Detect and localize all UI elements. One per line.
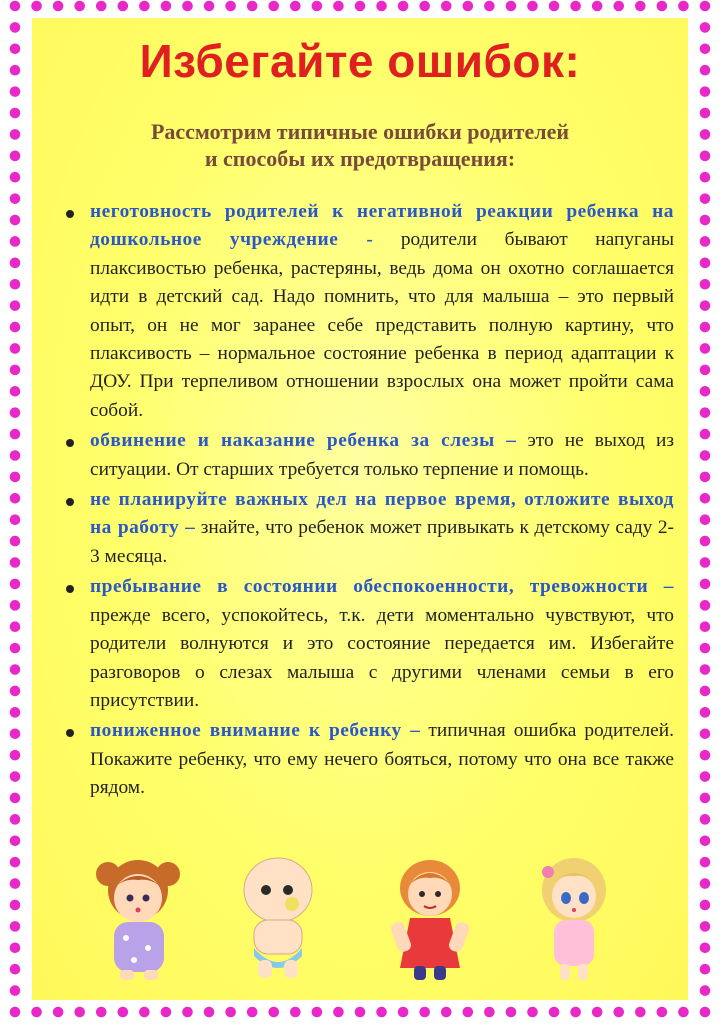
border-dot [678,1,689,12]
item-text: типичная ошибка родителей. Покажите ребенку, что ему нечего бояться, потому что она все также рядом. [90,720,674,799]
border-dot [10,686,21,697]
border-dot [10,215,21,226]
border-dot [592,1,603,12]
border-dot [161,1007,172,1018]
mistakes-list [66,198,674,805]
border-dot [10,793,21,804]
border-dot [10,193,21,204]
border-dot [700,557,711,568]
border-dot [312,1,323,12]
border-dot [700,857,711,868]
list-item [66,717,674,802]
border-dot [463,1,474,12]
border-dot [31,1,42,12]
border-dot [700,514,711,525]
border-dot [376,1,387,12]
border-dot [225,1,236,12]
border-dot [700,600,711,611]
border-dot [570,1007,581,1018]
border-dot [312,1007,323,1018]
border-dot [700,707,711,718]
border-dot [290,1007,301,1018]
border-dot [441,1,452,12]
border-dot [657,1007,668,1018]
border-dot [10,365,21,376]
border-dot [333,1,344,12]
border-dot [700,1,711,12]
blonde-girl-icon [542,858,606,980]
border-dot [700,172,711,183]
item-text: это не выход из ситуации. От старших требуется только терпение и помощь. [90,430,674,480]
border-dot [419,1007,430,1018]
border-dot [139,1,150,12]
border-dot [570,1,581,12]
border-dot [290,1,301,12]
border-dot [635,1,646,12]
border-dot [700,300,711,311]
baby-in-diaper-icon [244,858,312,978]
border-dot [398,1007,409,1018]
border-dot [700,643,711,654]
border-dot [10,279,21,290]
border-dot [10,493,21,504]
border-dot [225,1007,236,1018]
border-dot [53,1007,64,1018]
border-dot [74,1,85,12]
border-dot [10,322,21,333]
border-dot [10,172,21,183]
border-dot [613,1,624,12]
list-item [66,198,674,425]
border-dot [10,985,21,996]
girl-with-pigtails-icon [96,860,180,980]
border-dot [10,1007,21,1018]
border-dot [10,450,21,461]
border-dot [10,579,21,590]
border-dot [10,900,21,911]
border-dot [700,664,711,675]
border-dot [139,1007,150,1018]
border-dot [549,1007,560,1018]
border-dot [700,771,711,782]
border-dot [484,1007,495,1018]
border-dot [10,343,21,354]
border-dot [700,215,711,226]
border-dot [161,1,172,12]
list-item [66,573,674,715]
border-dot [700,450,711,461]
subtitle-line-1: Рассмотрим типичные ошибки родителей [150,119,570,144]
bullet-icon [66,498,74,506]
border-dot [10,707,21,718]
border-dot [700,1007,711,1018]
border-dot [657,1,668,12]
children-illustrations [90,852,650,982]
border-dot [96,1007,107,1018]
border-dot [441,1007,452,1018]
border-dot [506,1,517,12]
border-dot [10,429,21,440]
border-dot [182,1,193,12]
bullet-icon [66,729,74,737]
border-dot [10,300,21,311]
border-dot [700,279,711,290]
border-dot [53,1,64,12]
border-dot [10,22,21,33]
border-dot [10,1,21,12]
border-dot [700,985,711,996]
border-dot [268,1,279,12]
border-dot [527,1,538,12]
border-dot [10,557,21,568]
bullet-icon [66,210,74,218]
border-dot [10,621,21,632]
border-dot [118,1007,129,1018]
list-item [66,427,674,484]
border-dot [700,386,711,397]
border-dot [355,1,366,12]
border-dot [268,1007,279,1018]
border-dot [700,236,711,247]
page-title: Избегайте ошибок: [139,35,581,87]
border-dot [10,386,21,397]
border-dot [484,1,495,12]
border-dot [204,1007,215,1018]
bullet-icon [66,439,74,447]
border-dot [118,1,129,12]
border-dot [96,1,107,12]
border-dot [247,1007,258,1018]
border-dot [549,1,560,12]
border-dot [419,1,430,12]
border-dot [10,814,21,825]
border-dot [700,579,711,590]
border-dot [10,664,21,675]
item-highlight: неготовность родителей к негативной реакции ребенка на дошкольное учреждение - [90,201,674,251]
border-dot [700,921,711,932]
item-highlight: пониженное внимание к ребенку – [90,720,421,742]
border-dot [10,921,21,932]
subtitle-line-2: и способы их предотвращения: [204,146,516,171]
border-dot [700,472,711,483]
border-dot [506,1007,517,1018]
border-dot [700,258,711,269]
item-text: родители бывают напуганы плаксивостью ребенка, растеряны, ведь дома он охотно соглашается идти в детский сад. Надо помнить, что для малыша – это первый опыт, он не мог заранее себе представить полную картину, что плаксивость – нормальное состояние ребенка в период адаптации к ДОУ. При терпеливом отношении взрослых она может пройти сама собой. [90,229,674,421]
border-dot [10,643,21,654]
border-dot [700,193,711,204]
border-dot [463,1007,474,1018]
border-dot [592,1007,603,1018]
border-dot [10,835,21,846]
border-dot [10,771,21,782]
page-subtitle [0,118,720,172]
border-dot [10,857,21,868]
border-dot [10,236,21,247]
border-dot [700,686,711,697]
girl-in-red-dress-icon [389,860,470,980]
border-dot [700,728,711,739]
list-item [66,486,674,571]
border-dot [700,835,711,846]
border-dot [700,22,711,33]
item-text: знайте, что ребенок может привыкать к детскому саду 2-3 месяца. [90,517,674,567]
border-dot [10,964,21,975]
border-dot [700,793,711,804]
item-highlight: пребывание в состоянии обеспокоенности, тревожности – [90,576,674,598]
border-dot [678,1007,689,1018]
border-dot [700,964,711,975]
border-dot [700,814,711,825]
border-dot [635,1007,646,1018]
border-dot [10,728,21,739]
border-dot [355,1007,366,1018]
border-dot [700,493,711,504]
border-dot [376,1007,387,1018]
item-highlight: не планируйте важных дел на первое время, отложите выход на работу – [90,489,674,539]
border-dot [700,429,711,440]
item-highlight: обвинение и наказание ребенка за слезы – [90,430,517,452]
border-dot [10,514,21,525]
border-dot [700,878,711,889]
border-dot [10,942,21,953]
bullet-icon [66,585,74,593]
border-dot [700,536,711,547]
border-dot [10,472,21,483]
border-dot [74,1007,85,1018]
border-dot [700,322,711,333]
border-dot [398,1,409,12]
border-dot [182,1007,193,1018]
border-dot [10,536,21,547]
border-dot [204,1,215,12]
border-dot [700,108,711,119]
border-dot [700,900,711,911]
border-dot [700,407,711,418]
border-dot [10,258,21,269]
item-text: прежде всего, успокойтесь, т.к. дети моментально чувствуют, что родители волнуются и это состояние передается им. Избегайте разговоров о слезах малыша с другими членами семьи в его присутствии. [90,604,674,711]
border-dot [10,407,21,418]
border-dot [10,750,21,761]
border-dot [700,343,711,354]
border-dot [10,600,21,611]
border-dot [527,1007,538,1018]
border-dot [10,108,21,119]
border-dot [613,1007,624,1018]
border-dot [700,365,711,376]
border-dot [10,878,21,889]
border-dot [700,750,711,761]
border-dot [31,1007,42,1018]
border-dot [247,1,258,12]
border-dot [700,621,711,632]
border-dot [700,942,711,953]
border-dot [333,1007,344,1018]
